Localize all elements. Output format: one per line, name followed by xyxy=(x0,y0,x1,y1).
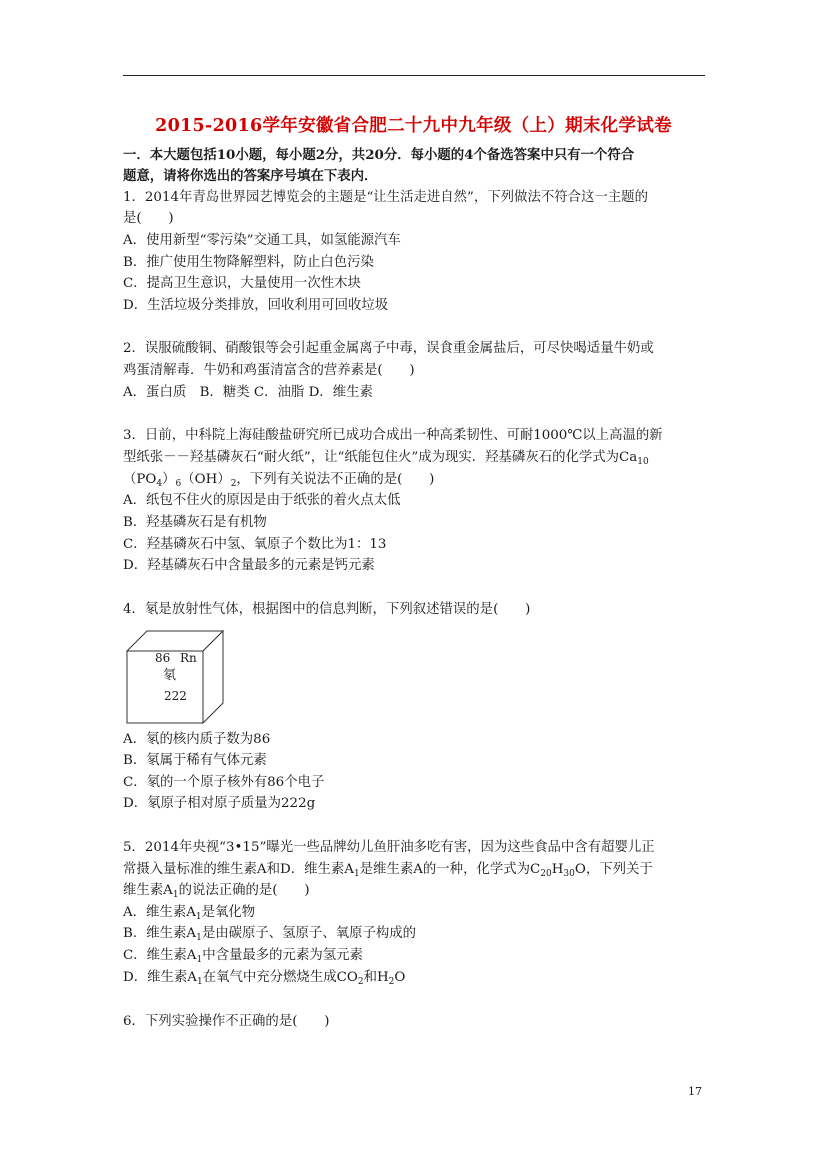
q4-stem: 4．氡是放射性气体，根据图中的信息判断，下列叙述错误的是( ) xyxy=(123,602,531,617)
q5-option-d-subscript: 1 xyxy=(196,977,203,987)
q1-option-a: A．使用新型“零污染”交通工具，如氢能源汽车 xyxy=(123,233,401,248)
q3-option-d: D．羟基磷灰石中含量最多的元素是钙元素 xyxy=(123,558,375,573)
q3-formula-po: （PO xyxy=(123,472,157,487)
q5-option-c xyxy=(123,947,363,965)
q2-stem-line-1: 2．误服硫酸铜、硝酸银等会引起重金属离子中毒，误食重金属盐后，可尽快喝适量牛奶或 xyxy=(123,341,654,356)
q5-option-d-pre: D．维生素A xyxy=(123,970,197,985)
section-instruction-line-1: 一．本大题包括10小题，每小题2分，共20分．每小题的4个备选答案中只有一个符合 xyxy=(123,147,635,163)
q5-stem-2b: 是维生素A的一种，化学式为C xyxy=(359,862,541,877)
q3-stem-tail: ，下列有关说法不正确的是( ) xyxy=(236,472,435,487)
q3-ca-subscript: 10 xyxy=(637,457,649,467)
q3-formula-paren: ） xyxy=(162,472,176,487)
q3-oh-subscript: 2 xyxy=(230,479,237,489)
q5-c-subscript: 20 xyxy=(540,869,552,879)
q5-option-a-post: 是氧化物 xyxy=(201,905,256,920)
q1-stem-line-1: 1．2014年青岛世界园艺博览会的主题是“让生活走进自然”，下列做法不符合这一主题的 xyxy=(123,190,648,205)
header-rule xyxy=(123,75,705,76)
q5-stem-a1-subscript: 1 xyxy=(172,890,179,900)
q3-option-a: A．纸包不住火的原因是由于纸张的着火点太低 xyxy=(123,493,401,508)
q5-option-c-subscript: 1 xyxy=(196,955,203,965)
q3-option-b: B．羟基磷灰石是有机物 xyxy=(123,515,267,530)
q5-stem-line-2 xyxy=(123,861,653,879)
q1-option-c: C．提高卫生意识，大量使用一次性木块 xyxy=(123,276,361,291)
q3-option-c: C．羟基磷灰石中氢、氧原子个数比为1：13 xyxy=(123,537,387,552)
q5-option-c-post: 中含量最多的元素为氢元素 xyxy=(202,948,363,963)
element-name: 氡 xyxy=(163,668,177,683)
page-number: 17 xyxy=(688,1085,702,1098)
q5-option-a-pre: A．维生素A xyxy=(123,905,196,920)
q5-option-d-end: O xyxy=(394,970,406,985)
q5-option-a xyxy=(123,904,255,922)
q3-po4-subscript: 4 xyxy=(156,479,163,489)
q5-option-d xyxy=(123,969,405,987)
q3-formula-oh: （OH） xyxy=(181,472,231,487)
section-instruction-line-2: 题意，请将你选出的答案序号填在下表内． xyxy=(123,168,378,184)
q5-co2-subscript: 2 xyxy=(357,977,364,987)
q5-stem-2d: O，下列关于 xyxy=(574,862,653,877)
q1-stem-line-2: 是( ) xyxy=(123,211,174,226)
q5-option-d-and: 和H xyxy=(363,970,389,985)
q2-stem-line-2: 鸡蛋清解毒．牛奶和鸡蛋清富含的营养素是( ) xyxy=(123,363,415,378)
q5-option-b-subscript: 1 xyxy=(196,933,202,943)
q5-stem-2a: 常摄入量标准的维生素A和D．维生素A xyxy=(123,862,354,877)
q3-stem-line-2 xyxy=(123,449,649,467)
q5-option-c-pre: C．维生素A xyxy=(123,948,197,963)
q3-paren-subscript: 6 xyxy=(175,479,182,489)
q5-stem-2c: H xyxy=(551,862,564,877)
element-cell-figure xyxy=(125,629,225,725)
element-atomic-mass: 222 xyxy=(164,689,187,703)
q5-stem-line-3 xyxy=(123,882,310,900)
q5-option-b-post: 是由碳原子、氢原子、氧原子构成的 xyxy=(201,926,417,941)
q2-options: A．蛋白质 B．糖类 C．油脂 D．维生素 xyxy=(123,385,373,400)
q5-option-a-subscript: 1 xyxy=(195,912,202,922)
q4-option-a: A．氡的核内质子数为86 xyxy=(123,732,271,747)
q4-option-b: B．氡属于稀有气体元素 xyxy=(123,753,267,768)
q5-h-subscript: 30 xyxy=(563,869,575,879)
element-symbol: Rn xyxy=(180,651,197,665)
q5-a1-subscript: 1 xyxy=(353,869,360,879)
q5-option-b-pre: B．维生素A xyxy=(123,926,197,941)
q3-stem-line-3 xyxy=(123,471,434,489)
q3-stem-line-1: 3．日前，中科院上海硅酸盐研究所已成功合成出一种高柔韧性、可耐1000℃以上高温的新 xyxy=(123,428,663,443)
q5-option-d-mid: 在氧气中充分燃烧生成CO xyxy=(202,970,358,985)
element-atomic-number: 86 xyxy=(155,651,171,665)
q5-stem-3a: 维生素A xyxy=(123,883,173,898)
q4-option-d: D．氡原子相对原子质量为222g xyxy=(123,796,316,811)
q5-h2o-subscript: 2 xyxy=(388,977,395,987)
q5-stem-3b: 的说法正确的是( ) xyxy=(178,883,310,898)
q3-stem-line-2-text: 型纸张－－羟基磷灰石“耐火纸”，让“纸能包住火”成为现实．羟基磷灰石的化学式为Ca xyxy=(123,450,638,465)
q1-option-b: B．推广使用生物降解塑料，防止白色污染 xyxy=(123,255,374,270)
q5-option-b xyxy=(123,925,416,943)
q1-option-d: D．生活垃圾分类排放，回收利用可回收垃圾 xyxy=(123,298,389,313)
q4-option-c: C．氡的一个原子核外有86个电子 xyxy=(123,775,325,790)
q5-stem-line-1: 5．2014年央视“3•15”曝光一些品牌幼儿鱼肝油多吃有害，因为这些食品中含有超婴儿正 xyxy=(123,840,655,855)
page-title: 2015-2016学年安徽省合肥二十九中九年级（上）期末化学试卷 xyxy=(155,116,672,136)
q6-stem: 6．下列实验操作不正确的是( ) xyxy=(123,1014,330,1029)
